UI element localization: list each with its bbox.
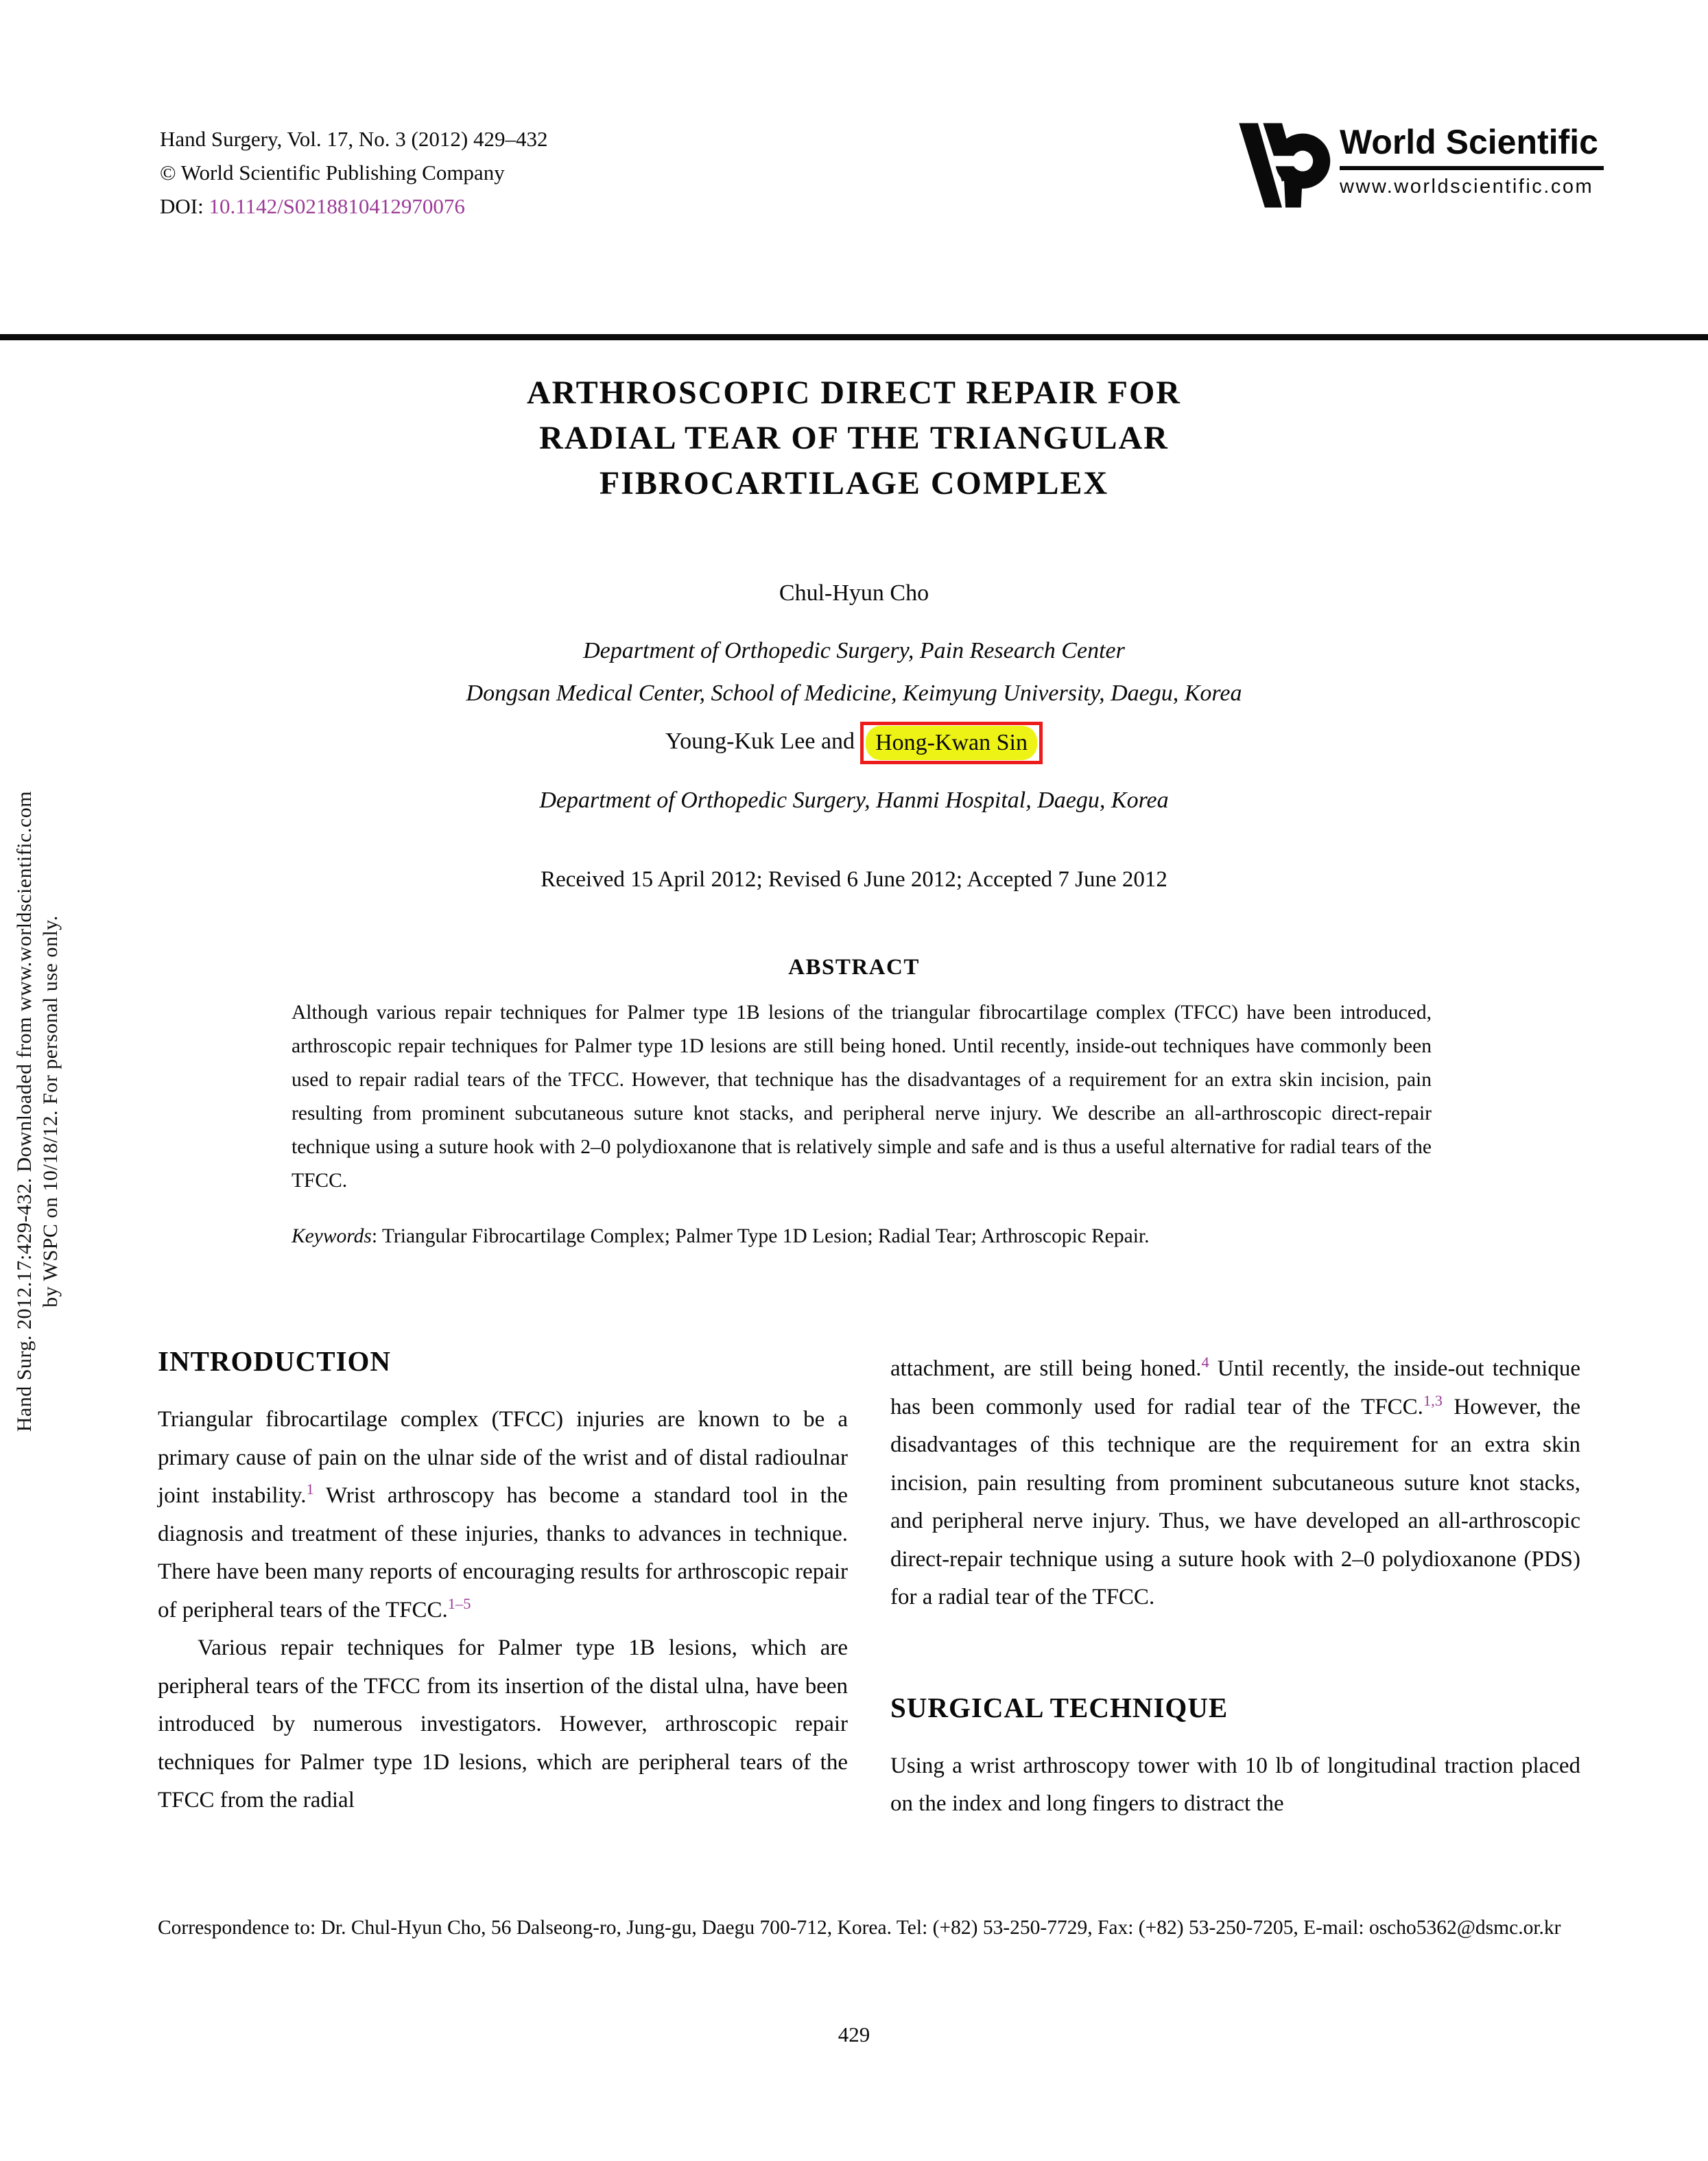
cont-text-1: attachment, are still being honed. bbox=[890, 1356, 1202, 1381]
paper-title-line2: RADIAL TEAR OF THE TRIANGULAR bbox=[539, 420, 1169, 456]
continuation-paragraph bbox=[890, 1350, 1580, 1617]
author-line-2 bbox=[0, 722, 1708, 764]
keywords-line bbox=[292, 1225, 1432, 1248]
download-notice-line1: Hand Surg. 2012.17:429-432. Downloaded from www.worldscientific.com bbox=[13, 790, 36, 1432]
abstract-heading: ABSTRACT bbox=[788, 955, 920, 980]
keywords-label: Keywords bbox=[292, 1225, 372, 1247]
author-1: Chul-Hyun Cho bbox=[779, 580, 929, 606]
paper-title bbox=[0, 370, 1708, 506]
copyright-line: © World Scientific Publishing Company bbox=[160, 161, 505, 185]
author-3-highlighted: Hong-Kwan Sin bbox=[866, 726, 1037, 760]
surgical-technique-paragraph: Using a wrist arthroscopy tower with 10 lb of longitudinal traction placed on the index and long fingers to distract the bbox=[890, 1753, 1580, 1816]
surgical-technique-section bbox=[890, 1691, 1580, 1823]
world-scientific-logo-icon bbox=[1230, 118, 1334, 213]
logo-name: World Scientific bbox=[1340, 122, 1604, 170]
keywords-list: : Triangular Fibrocartilage Complex; Palmer Type 1D Lesion; Radial Tear; Arthroscopic Repair. bbox=[371, 1225, 1150, 1247]
affiliation-1-line1: Department of Orthopedic Surgery, Pain Research Center bbox=[583, 638, 1125, 663]
paper-title-line1: ARTHROSCOPIC DIRECT REPAIR FOR bbox=[527, 375, 1181, 411]
reference-link-1-3[interactable]: 1,3 bbox=[1423, 1391, 1443, 1409]
left-column bbox=[158, 1345, 848, 1820]
cont-text-3: However, the disadvantages of this technique are the requirement for an extra skin incision, pain resulting from prominent subcutaneous suture knot stacks, and peripheral nerve injury. Thus, we have developed an all-arthroscopic direct-repair technique using a suture hook with 2–0 polydioxanone (PDS) for a radial tear of the TFCC. bbox=[890, 1394, 1580, 1609]
doi-label: DOI: bbox=[160, 194, 209, 218]
affiliation-1-line2: Dongsan Medical Center, School of Medicine, Keimyung University, Daegu, Korea bbox=[466, 681, 1242, 706]
doi-line bbox=[160, 189, 547, 223]
download-notice-line2: by WSPC on 10/18/12. For personal use only. bbox=[39, 915, 62, 1308]
surgical-technique-heading: SURGICAL TECHNIQUE bbox=[890, 1691, 1229, 1723]
cont-text-2: Until recently, the inside-out technique has been commonly used for radial tear of the TFCC. bbox=[890, 1356, 1580, 1419]
doi-link[interactable]: 10.1142/S0218810412970076 bbox=[209, 194, 465, 218]
highlight-red-box bbox=[860, 722, 1043, 764]
right-column bbox=[890, 1350, 1580, 1823]
journal-header bbox=[160, 122, 547, 223]
logo-url[interactable]: www.worldscientific.com bbox=[1340, 176, 1594, 198]
logo-text bbox=[1340, 122, 1604, 198]
journal-citation: Hand Surgery, Vol. 17, No. 3 (2012) 429–432 bbox=[160, 127, 548, 151]
intro-p1-text-2: Wrist arthroscopy has become a standard tool in the diagnosis and treatment of these injuries, thanks to advances in technique. There have been many reports of encouraging results for arthroscopic repair of peripheral tears of the TFCC. bbox=[158, 1483, 848, 1622]
introduction-paragraph-1 bbox=[158, 1401, 848, 1629]
intro-p1-text-1: Triangular fibrocartilage complex (TFCC) injuries are known to be a primary cause of pain on the ulnar side of the wrist and of distal radioulnar joint instability. bbox=[158, 1407, 848, 1508]
article-history: Received 15 April 2012; Revised 6 June 2012; Accepted 7 June 2012 bbox=[541, 867, 1167, 892]
author-2-prefix: Young-Kuk Lee and bbox=[665, 728, 855, 754]
header-rule bbox=[0, 334, 1708, 340]
abstract-body: Although various repair techniques for Palmer type 1B lesions of the triangular fibrocartilage complex (TFCC) have been introduced, arthroscopic repair techniques for Palmer type 1D lesions are still being honed. Until recently, inside-out techniques have commonly been used to repair radial tears of the TFCC. However, that technique has the disadvantages of a requirement for an extra skin incision, pain resulting from prominent subcutaneous suture knot stacks, and peripheral nerve injury. We describe an all-arthroscopic direct-repair technique using a suture hook with 2–0 polydioxanone that is relatively simple and safe and is thus a useful alternative for radial tears of the TFCC. bbox=[292, 1002, 1432, 1192]
reference-link-1[interactable]: 1 bbox=[306, 1480, 314, 1498]
introduction-paragraph-2: Various repair techniques for Palmer type 1B lesions, which are peripheral tears of the TFCC from its insertion of the distal ulna, have been introduced by numerous investigators. However, arthroscopic repair techniques for Palmer type 1D lesions, which are peripheral tears of the TFCC from the radial bbox=[158, 1635, 848, 1812]
introduction-heading: INTRODUCTION bbox=[158, 1345, 392, 1377]
affiliation-2: Department of Orthopedic Surgery, Hanmi Hospital, Daegu, Korea bbox=[539, 788, 1169, 813]
reference-link-4[interactable]: 4 bbox=[1201, 1354, 1209, 1371]
paper-title-line3: FIBROCARTILAGE COMPLEX bbox=[599, 465, 1109, 501]
reference-link-1-5[interactable]: 1–5 bbox=[447, 1594, 471, 1612]
page-number: 429 bbox=[838, 2022, 870, 2046]
correspondence-footnote: Correspondence to: Dr. Chul-Hyun Cho, 56 Dalseong-ro, Jung-gu, Daegu 700-712, Korea. Tel: (+82) 53-250-7729, Fax: (+82) 53-250-7205, E-mail: oscho5362@dsmc.or.kr bbox=[158, 1917, 1561, 1939]
